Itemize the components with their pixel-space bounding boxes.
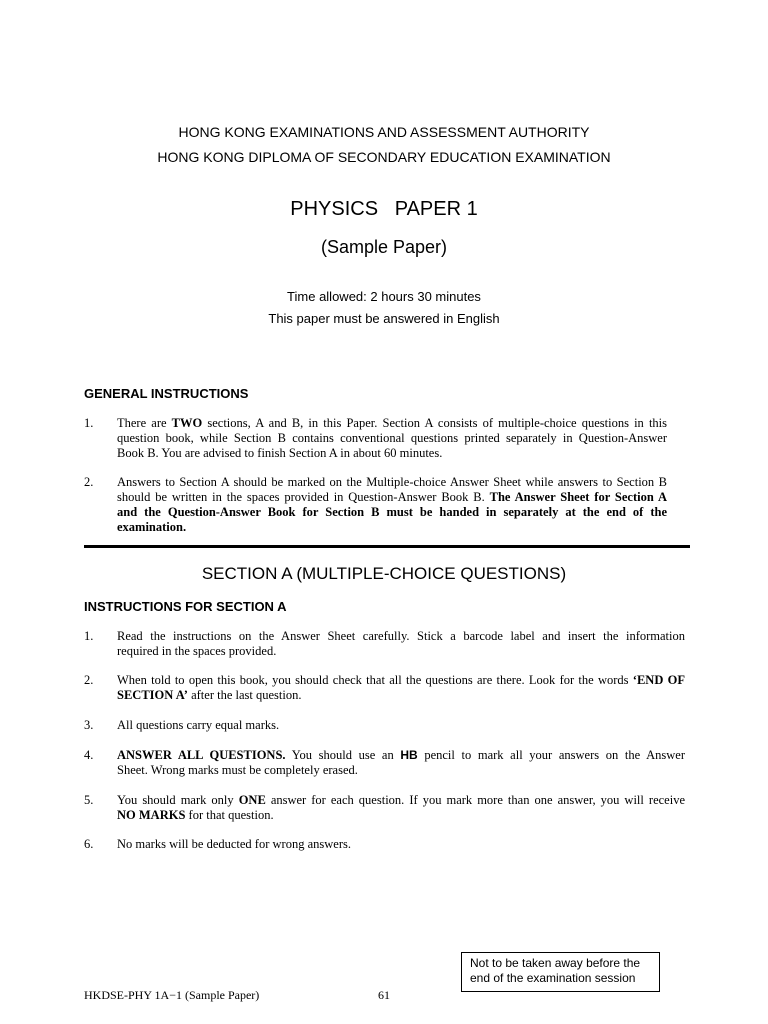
emphasis: and the Question-Answer Book for Section B must be handed in separately at the end of the — [117, 505, 667, 519]
notice-box — [461, 952, 660, 992]
footer-paper-code: HKDSE-PHY 1A−1 (Sample Paper) — [84, 988, 260, 1002]
notice-line-1: Not to be taken away before the — [470, 956, 641, 970]
footer-page-number: 61 — [378, 988, 390, 1002]
item-text — [117, 475, 667, 535]
item-text — [117, 748, 685, 778]
item-text — [117, 673, 685, 703]
item-line: Read the instructions on the Answer Sheet carefully. Stick a barcode label and insert the information — [117, 629, 685, 643]
authority-name: HONG KONG EXAMINATIONS AND ASSESSMENT AUTHORITY — [178, 124, 590, 140]
item-line — [117, 505, 667, 520]
section-divider — [84, 545, 690, 548]
item-number: 6. — [84, 837, 94, 851]
section-a-title: SECTION A (MULTIPLE-CHOICE QUESTIONS) — [201, 564, 567, 583]
emphasis: ‘END OF — [632, 673, 685, 687]
item-number: 2. — [84, 475, 94, 489]
item-text — [117, 718, 685, 733]
item-line: Book B. You are advised to finish Section A in about 60 minutes. — [117, 446, 443, 460]
item-line: There are TWO sections, A and B, in this Paper. Section A consists of multiple-choice questions in this — [117, 416, 668, 430]
item-text — [117, 416, 667, 461]
paper-title: PHYSICS PAPER 1 — [290, 198, 478, 220]
emphasis: SECTION A’ — [117, 688, 188, 702]
item-line: should be written in the spaces provided in Question-Answer Book B. The Answer Sheet for Section A — [117, 490, 667, 504]
notice-line-2: end of the examination session — [470, 971, 636, 985]
item-line: NO MARKS for that question. — [117, 808, 274, 822]
item-number: 1. — [84, 416, 94, 430]
item-line: required in the spaces provided. — [117, 644, 277, 658]
item-number: 1. — [84, 629, 94, 643]
item-line: Answers to Section A should be marked on the Multiple-choice Answer Sheet while answers to Section B — [117, 475, 667, 489]
item-line: Sheet. Wrong marks must be completely erased. — [117, 763, 358, 777]
item-line: When told to open this book, you should check that all the questions are there. Look for the words ‘END OF — [117, 673, 685, 687]
item-line: All questions carry equal marks. — [117, 718, 280, 732]
item-line: ANSWER ALL QUESTIONS. You should use an HB pencil to mark all your answers on the Answer — [117, 748, 685, 762]
time-allowed: Time allowed: 2 hours 30 minutes — [287, 289, 481, 304]
item-number: 3. — [84, 718, 94, 732]
item-text — [117, 793, 685, 823]
paper-subtitle: (Sample Paper) — [320, 237, 448, 257]
item-number: 2. — [84, 673, 94, 687]
item-number: 5. — [84, 793, 94, 807]
item-line: No marks will be deducted for wrong answers. — [117, 837, 351, 851]
item-text — [117, 837, 685, 852]
item-line: SECTION A’ after the last question. — [117, 688, 302, 702]
language-note: This paper must be answered in English — [268, 311, 500, 326]
emphasis: examination. — [117, 520, 187, 534]
emphasis: The Answer Sheet for Section A — [489, 490, 667, 504]
item-line: You should mark only ONE answer for each question. If you mark more than one answer, you will receive — [117, 793, 685, 807]
emphasis: ANSWER ALL QUESTIONS. — [117, 748, 286, 762]
section-a-instructions-heading: INSTRUCTIONS FOR SECTION A — [84, 599, 287, 614]
general-instructions-heading: GENERAL INSTRUCTIONS — [84, 386, 249, 401]
emphasis-sans: HB — [400, 748, 418, 762]
item-text — [117, 629, 685, 659]
item-line: question book, while Section B contains conventional questions printed separately in Question-Answer — [117, 431, 667, 445]
exam-name: HONG KONG DIPLOMA OF SECONDARY EDUCATION EXAMINATION — [157, 149, 611, 165]
item-number: 4. — [84, 748, 94, 762]
emphasis: ONE — [238, 793, 266, 807]
item-line — [117, 520, 667, 535]
emphasis: TWO — [171, 416, 203, 430]
emphasis: NO MARKS — [117, 808, 186, 822]
